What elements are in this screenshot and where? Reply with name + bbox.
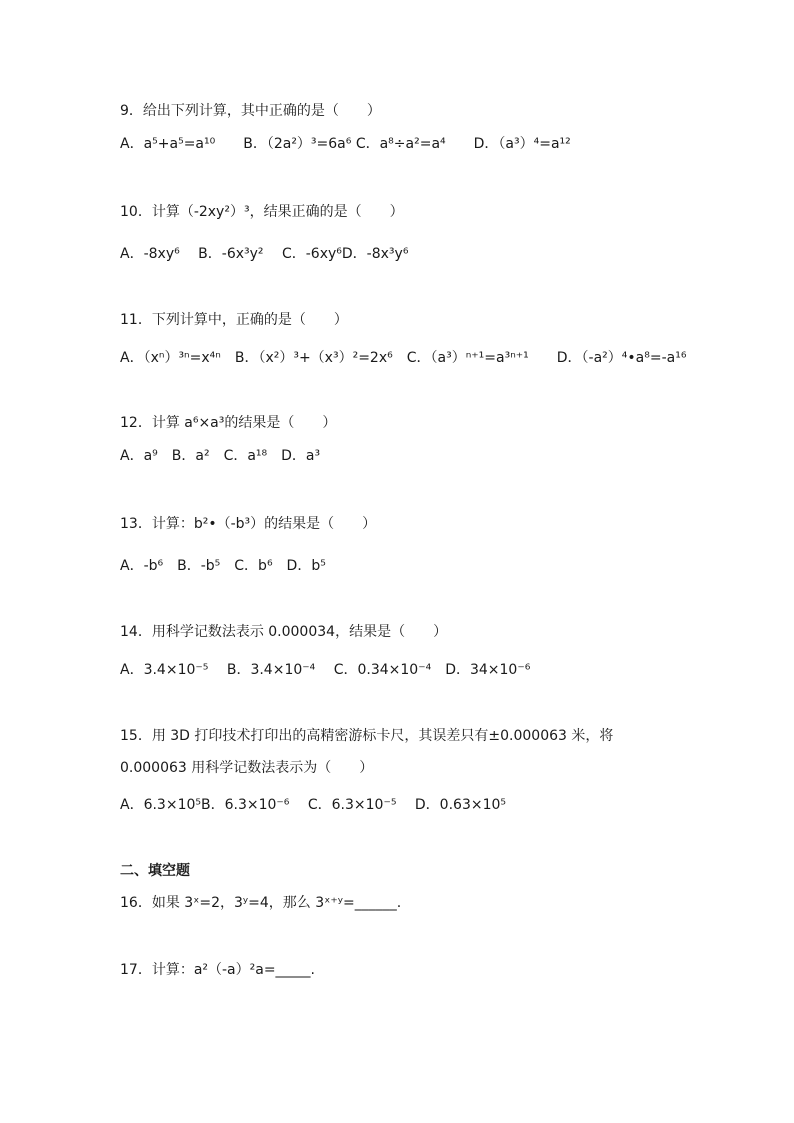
- question-10-options: A．-8xy⁶ B．-6x³y² C．-6xy⁶D．-8x³y⁶: [120, 246, 409, 262]
- question-15-options: A．6.3×10⁵B．6.3×10⁻⁶ C．6.3×10⁻⁵ D．0.63×10⁵: [120, 797, 507, 813]
- question-14-options: A．3.4×10⁻⁵ B．3.4×10⁻⁴ C．0.34×10⁻⁴ D．34×10⁻⁶: [120, 662, 531, 678]
- question-9-stem: 9．给出下列计算，其中正确的是（ ）: [120, 103, 381, 119]
- question-11-options: A．（xⁿ）³ⁿ=x⁴ⁿ B．（x²）³+（x³）²=2x⁶ C．（a³）ⁿ⁺¹=a³ⁿ⁺¹ D．（-a²）⁴•a⁸=-a¹⁶: [120, 350, 687, 366]
- question-13-options: A．-b⁶ B．-b⁵ C．b⁶ D．b⁵: [120, 558, 326, 574]
- section-heading-fill-in-blank: 二、填空题: [120, 863, 190, 879]
- question-14-stem: 14．用科学记数法表示 0.000034，结果是（ ）: [120, 624, 448, 640]
- question-12-stem: 12．计算 a⁶×a³的结果是（ ）: [120, 415, 337, 431]
- question-15-stem-line-1: 15．用 3D 打印技术打印出的高精密游标卡尺，其误差只有±0.000063 米，将: [120, 728, 614, 744]
- question-9-options: A．a⁵+a⁵=a¹⁰ B．（2a²）³=6a⁶ C．a⁸÷a²=a⁴ D．（a³）⁴=a¹²: [120, 136, 571, 152]
- question-17-stem: 17．计算：a²（-a）²a=_____.: [120, 962, 316, 978]
- question-11-stem: 11．下列计算中，正确的是（ ）: [120, 312, 348, 328]
- question-15-stem-line-2: 0.000063 用科学记数法表示为（ ）: [120, 760, 374, 776]
- question-10-stem: 10．计算（-2xy²）³，结果正确的是（ ）: [120, 204, 404, 220]
- question-16-stem: 16．如果 3ˣ=2，3ʸ=4，那么 3ˣ⁺ʸ=______.: [120, 895, 402, 911]
- question-12-options: A．a⁹ B．a² C．a¹⁸ D．a³: [120, 448, 321, 464]
- question-13-stem: 13．计算：b²•（-b³）的结果是（ ）: [120, 516, 377, 532]
